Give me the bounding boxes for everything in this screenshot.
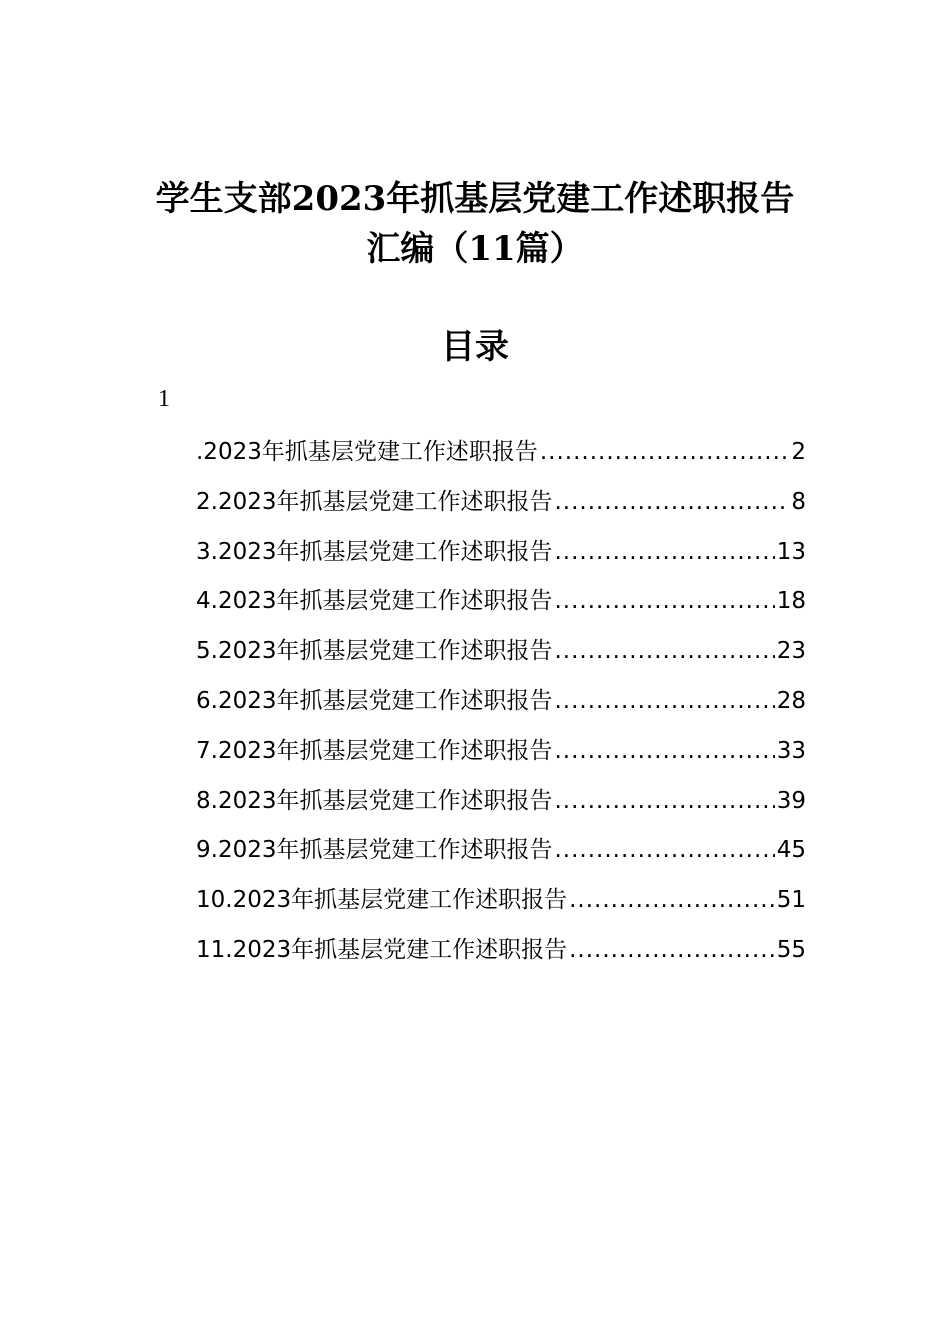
toc-entry[interactable] <box>196 777 806 827</box>
toc-entry[interactable] <box>196 926 806 976</box>
toc-leader-dots <box>569 876 775 926</box>
toc-entry-label: 6.2023年抓基层党建工作述职报告 <box>196 687 553 714</box>
toc-leader-dots <box>554 777 774 827</box>
toc-entry-label: 9.2023年抓基层党建工作述职报告 <box>196 837 553 864</box>
toc-entry-label: .2023年抓基层党建工作述职报告 <box>196 439 538 465</box>
toc-leader-dots <box>554 727 774 777</box>
toc-entry-label: 5.2023年抓基层党建工作述职报告 <box>196 638 553 665</box>
document-title-line-2: 汇编（11篇） <box>366 229 584 269</box>
toc-entry-page: 23 <box>776 638 806 665</box>
toc-entry[interactable] <box>196 428 806 478</box>
toc-entry-label: 3.2023年抓基层党建工作述职报告 <box>196 538 553 565</box>
toc-leader-dots <box>554 577 774 627</box>
toc-entry-page: 33 <box>776 737 806 764</box>
toc-leader-dots <box>540 428 790 478</box>
toc-entry[interactable] <box>196 577 806 627</box>
toc-leader-dots <box>569 926 775 976</box>
toc-leader-dots <box>554 627 774 677</box>
toc-leader-dots <box>554 528 774 578</box>
toc-entry[interactable] <box>196 478 806 528</box>
toc-entry[interactable] <box>196 727 806 777</box>
toc-entry[interactable] <box>196 627 806 677</box>
toc-entry-page: 8 <box>791 488 806 515</box>
toc-entry-label: 7.2023年抓基层党建工作述职报告 <box>196 737 553 764</box>
toc-first-entry-number: 1 <box>158 386 170 412</box>
toc-entry-page: 28 <box>776 687 806 714</box>
toc-heading: 目录 <box>441 327 509 367</box>
toc-entry-label: 11.2023年抓基层党建工作述职报告 <box>196 936 568 963</box>
toc-entry-label: 8.2023年抓基层党建工作述职报告 <box>196 787 553 814</box>
toc-leader-dots <box>554 478 789 528</box>
toc-entry-label: 10.2023年抓基层党建工作述职报告 <box>196 887 568 914</box>
toc-entry[interactable] <box>196 876 806 926</box>
toc-entry-page: 18 <box>776 588 806 615</box>
toc-entry-page: 39 <box>776 787 806 814</box>
toc-entry-label: 2.2023年抓基层党建工作述职报告 <box>196 488 553 515</box>
toc-entry-page: 2 <box>791 439 806 465</box>
table-of-contents <box>196 428 806 976</box>
toc-leader-dots <box>554 677 774 727</box>
toc-entry-page: 51 <box>776 887 806 914</box>
toc-entry[interactable] <box>196 826 806 876</box>
toc-entry[interactable] <box>196 528 806 578</box>
toc-entry[interactable] <box>196 677 806 727</box>
toc-entry-page: 45 <box>776 837 806 864</box>
toc-entry-page: 55 <box>776 936 806 963</box>
toc-entry-page: 13 <box>776 538 806 565</box>
toc-entry-label: 4.2023年抓基层党建工作述职报告 <box>196 588 553 615</box>
document-title-line-1: 学生支部2023年抓基层党建工作述职报告 <box>155 179 795 219</box>
toc-leader-dots <box>554 826 774 876</box>
